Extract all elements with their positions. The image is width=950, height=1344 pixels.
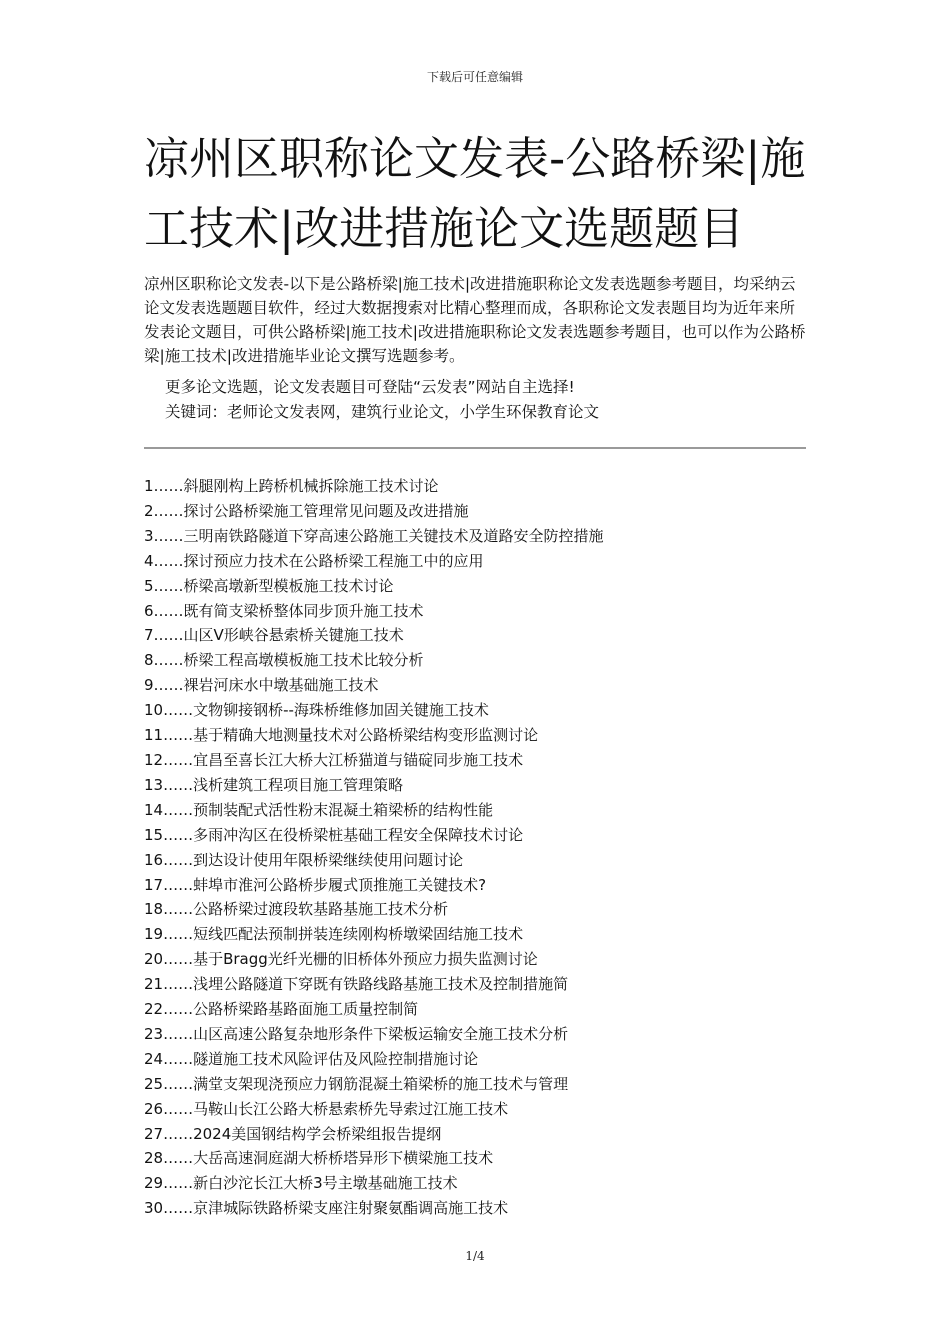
list-item: 3……三明南铁路隧道下穿高速公路施工关键技术及道路安全防控措施	[144, 526, 604, 545]
list-item: 4……探讨预应力技术在公路桥梁工程施工中的应用	[144, 551, 484, 570]
list-item: 24……隧道施工技术风险评估及风险控制措施讨论	[144, 1049, 479, 1068]
list-item: 30……京津城际铁路桥梁支座注射聚氨酯调高施工技术	[144, 1199, 509, 1218]
list-item: 27……2024美国钢结构学会桥梁组报告提纲	[144, 1124, 442, 1143]
list-item: 13……浅析建筑工程项目施工管理策略	[144, 775, 404, 794]
list-item: 8……桥梁工程高墩模板施工技术比较分析	[144, 651, 424, 670]
list-item: 25……满堂支架现浇预应力钢筋混凝土箱梁桥的施工技术与管理	[144, 1074, 569, 1093]
page-title: 凉州区职称论文发表-公路桥梁|施工技术|改进措施论文选题题目	[144, 132, 806, 255]
list-item: 7……山区Ⅴ形峡谷悬索桥关键施工技术	[144, 626, 404, 645]
list-item: 18……公路桥梁过渡段软基路基施工技术分析	[144, 900, 449, 919]
list-item: 11……基于精确大地测量技术对公路桥梁结构变形监测讨论	[144, 726, 539, 745]
list-item: 22……公路桥梁路基路面施工质量控制简	[144, 1000, 419, 1019]
list-item: 6……既有简支梁桥整体同步顶升施工技术	[144, 601, 424, 620]
page-number: 1/4	[465, 1249, 485, 1263]
list-item: 5……桥梁高墩新型模板施工技术讨论	[144, 576, 394, 595]
list-item: 17……蚌埠市淮河公路桥步履式顶推施工关键技术?	[144, 875, 487, 894]
list-item: 21……浅埋公路隧道下穿既有铁路线路基施工技术及控制措施简	[144, 975, 569, 994]
list-item: 16……到达设计使用年限桥梁继续使用问题讨论	[144, 850, 464, 869]
list-item: 28……大岳高速洞庭湖大桥桥塔异形下横梁施工技术	[144, 1149, 494, 1168]
list-item: 12……宜昌至喜长江大桥大江桥猫道与锚碇同步施工技术	[144, 750, 524, 769]
divider	[144, 447, 806, 449]
topic-list	[144, 474, 824, 1221]
list-item: 26……马鞍山长江公路大桥悬索桥先导索过江施工技术	[144, 1099, 509, 1118]
list-item: 9……裸岩河床水中墩基础施工技术	[144, 676, 379, 695]
more-topics-note: 更多论文选题，论文发表题目可登陆“云发表”网站自主选择!	[165, 378, 575, 396]
list-item: 1……斜腿刚构上跨桥机械拆除施工技术讨论	[144, 477, 439, 495]
list-item: 2……探讨公路桥梁施工管理常见问题及改进措施	[144, 501, 469, 520]
list-item: 29……新白沙沱长江大桥3号主墩基础施工技术	[144, 1174, 458, 1193]
list-item: 19……短线匹配法预制拼装连续刚构桥墩梁固结施工技术	[144, 925, 524, 944]
list-item: 20……基于Bragg光纤光栅的旧桥体外预应力损失监测讨论	[144, 950, 538, 969]
header-note: 下载后可任意编辑	[426, 70, 523, 84]
list-item: 10……文物铆接钢桥--海珠桥维修加固关键施工技术	[144, 701, 489, 720]
list-item: 14……预制装配式活性粉末混凝土箱梁桥的结构性能	[144, 800, 494, 819]
keywords-line: 关键词：老师论文发表网，建筑行业论文，小学生环保教育论文	[165, 403, 600, 421]
list-item: 15……多雨冲沟区在役桥梁桩基础工程安全保障技术讨论	[144, 825, 524, 844]
list-item: 23……山区高速公路复杂地形条件下梁板运输安全施工技术分析	[144, 1024, 569, 1043]
intro-paragraph: 凉州区职称论文发表-以下是公路桥梁|施工技术|改进措施职称论文发表选题参考题目，均采纳云论文发表选题题目软件，经过大数据搜索对比精心整理而成，各职称论文发表题目均为近年来所发表论文题目，可供公路桥梁|施工技术|改进措施职称论文发表选题参考题目，也可以作为公路桥梁|施工技术|改进措施毕业论文撰写选题参考。	[144, 275, 806, 365]
